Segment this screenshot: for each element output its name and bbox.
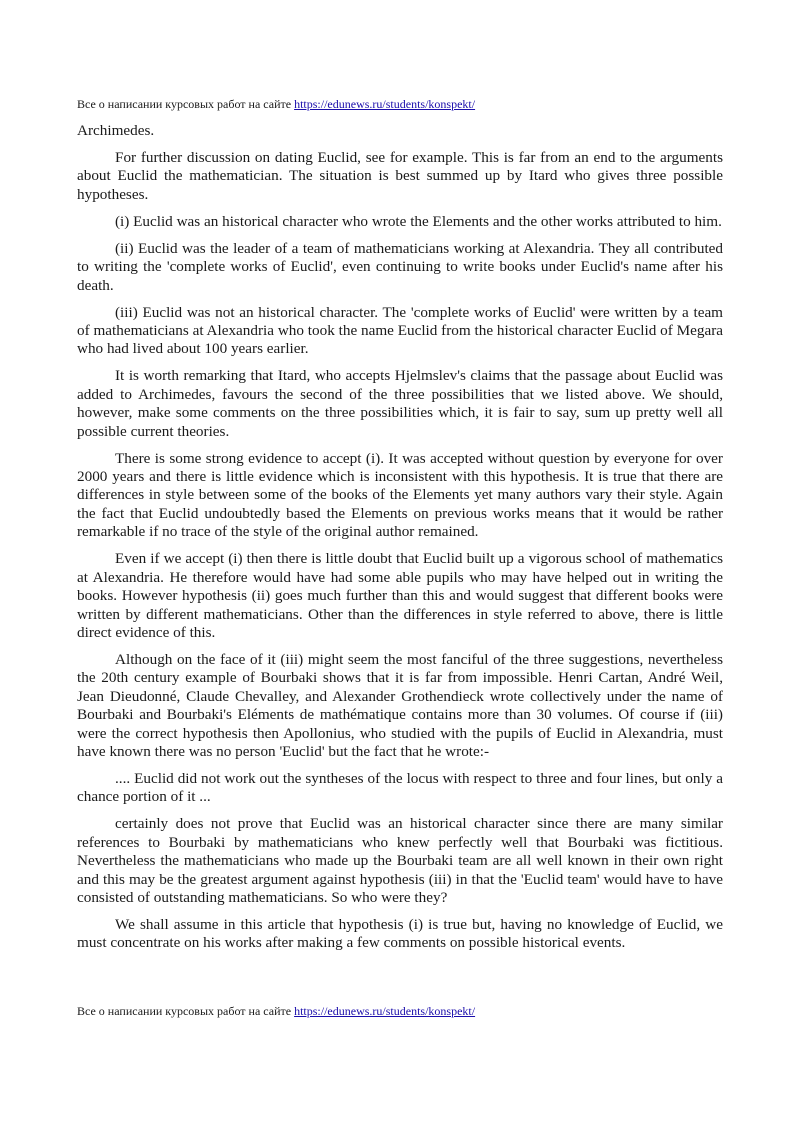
paragraph-1: For further discussion on dating Euclid, see for example. This is far from an end to the arguments about Euclid the mathematician. The situation is best summed up by Itard who gives three possible hypotheses. [77,149,723,203]
paragraph-9: .... Euclid did not work out the syntheses of the locus with respect to three and four lines, but only a chance portion of it ... [77,769,723,806]
header-note-text: Все о написании курсовых работ на сайте [77,97,295,111]
paragraph-4: (iii) Euclid was not an historical character. The 'complete works of Euclid' were written by a team of mathematicians at Alexandria who took the name Euclid from the historical character Euclid of Megara who had lived about 100 years earlier. [77,303,723,358]
header-link[interactable]: https://edunews.ru/students/konspekt/ [294,97,476,111]
paragraph-5: It is worth remarking that Itard, who accepts Hjelmslev's claims that the passage about Euclid was added to Archimedes, favours the second of the three possibilities that we listed above. We should, however, make some comments on the three possibilities which, it is fair to say, sum up pretty well all possible current theories. [77,367,723,440]
footer-link[interactable]: https://edunews.ru/students/konspekt/ [294,1004,476,1018]
footer-note [77,1004,475,1018]
document-body [77,122,723,961]
header-note [77,97,475,111]
paragraph-0: Archimedes. [77,122,155,139]
paragraph-3: (ii) Euclid was the leader of a team of mathematicians working at Alexandria. They all contributed to writing the 'complete works of Euclid', even continuing to write books under Euclid's name after his death. [77,239,723,294]
paragraph-7: Even if we accept (i) then there is little doubt that Euclid built up a vigorous school of mathematics at Alexandria. He therefore would have had some able pupils who may have helped out in writing the books. However hypothesis (ii) goes much further than this and would suggest that different books were written by different mathematicians. Other than the differences in style referred to above, there is little direct evidence of this. [77,550,723,641]
paragraph-11: We shall assume in this article that hypothesis (i) is true but, having no knowledge of Euclid, we must concentrate on his works after making a few comments on possible historical events. [77,915,723,952]
paragraph-6: There is some strong evidence to accept (i). It was accepted without question by everyone for over 2000 years and there is little evidence which is inconsistent with this hypothesis. It is true that there are differences in style between some of the books of the Elements yet many authors vary their style. Again the fact that Euclid undoubtedly based the Elements on previous works means that it would be rather remarkable if no trace of the style of the original author remained. [77,449,723,541]
paragraph-2: (i) Euclid was an historical character who wrote the Elements and the other works attributed to him. [115,212,722,230]
paragraph-8: Although on the face of it (iii) might seem the most fanciful of the three suggestions, nevertheless the 20th century example of Bourbaki shows that it is far from impossible. Henri Cartan, André Weil, Jean Dieudonné, Claude Chevalley, and Alexander Grothendieck wrote collectively under the name of Bourbaki and Bourbaki's Eléments de mathématique contains more than 30 volumes. Of course if (iii) were the correct hypothesis then Apollonius, who studied with the pupils of Euclid in Alexandria, must have known there was no person 'Euclid' but the fact that he wrote:- [77,650,723,760]
footer-note-text: Все о написании курсовых работ на сайте [77,1004,295,1018]
paragraph-10: certainly does not prove that Euclid was an historical character since there are many similar references to Bourbaki by mathematicians who knew perfectly well that Bourbaki was fictitious. Nevertheless the mathematicians who made up the Bourbaki team are all well known in their own right and this may be the greatest argument against hypothesis (iii) in that the 'Euclid team' would have to have consisted of outstanding mathematicians. So who were they? [77,815,723,906]
